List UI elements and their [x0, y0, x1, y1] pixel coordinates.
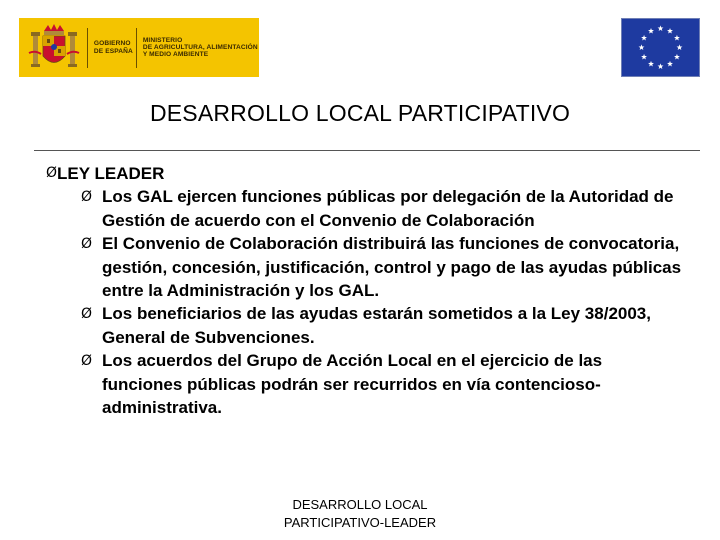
list-item — [46, 302, 686, 349]
arrow-bullet-icon: Ø — [81, 189, 93, 206]
eu-star-icon — [648, 28, 654, 34]
list-item — [46, 349, 686, 419]
arrow-bullet-icon: Ø — [81, 353, 93, 370]
logo-divider — [87, 28, 88, 68]
eu-star-icon — [658, 63, 664, 69]
eu-star-icon — [641, 35, 647, 41]
eu-star-icon — [641, 54, 647, 60]
ministerio-text: MINISTERIO DE AGRICULTURA, ALIMENTACIÓN Y MEDIO AMBIENTE — [142, 36, 258, 59]
eu-star-icon — [674, 54, 680, 60]
eu-star-icon — [667, 28, 673, 34]
slide-title: DESARROLLO LOCAL PARTICIPATIVO — [149, 100, 571, 126]
list-item — [46, 185, 686, 232]
footer-line: PARTICIPATIVO-LEADER — [283, 515, 437, 530]
slide-body — [46, 162, 686, 419]
arrow-bullet-icon: Ø — [81, 306, 93, 323]
eu-star-icon — [667, 61, 673, 67]
eu-star-icon — [658, 25, 664, 31]
bullet-text: Los acuerdos del Grupo de Acción Local en el ejercicio de las funciones públicas podrán ser recurridos en vía contencioso-administrativa. — [102, 351, 603, 418]
eu-star-icon — [639, 44, 645, 50]
eu-star-icon — [674, 35, 680, 41]
eu-flag-icon — [621, 18, 700, 77]
spanish-coat-of-arms-icon — [27, 23, 81, 73]
logo-divider — [136, 28, 137, 68]
bullet-text: Los beneficiarios de las ayudas estarán sometidos a la Ley 38/2003, General de Subvenciones. — [102, 304, 651, 347]
bullet-text: Los GAL ejercen funciones públicas por delegación de la Autoridad de Gestión de acuerdo con el Convenio de Colaboración — [102, 187, 674, 230]
footer-line: DESARROLLO LOCAL — [292, 497, 428, 512]
arrow-bullet-icon: Ø — [81, 236, 93, 253]
list-item — [46, 232, 686, 302]
eu-star-icon — [677, 44, 683, 50]
arrow-bullet-icon: Ø — [46, 165, 58, 181]
bullet-list — [46, 185, 686, 419]
gobierno-text: GOBIERNO DE ESPAÑA — [93, 40, 133, 55]
section-heading — [46, 162, 686, 185]
eu-star-icon — [648, 61, 654, 67]
bullet-text: El Convenio de Colaboración distribuirá las funciones de convocatoria, gestión, concesión, justificación, control y pago de las ayudas públicas entre la Administración y los GAL. — [102, 234, 682, 301]
section-heading-text: LEY LEADER — [57, 164, 165, 183]
slide-footer — [0, 496, 720, 532]
gobierno-ministerio-logo — [19, 18, 259, 77]
title-divider — [34, 150, 700, 151]
